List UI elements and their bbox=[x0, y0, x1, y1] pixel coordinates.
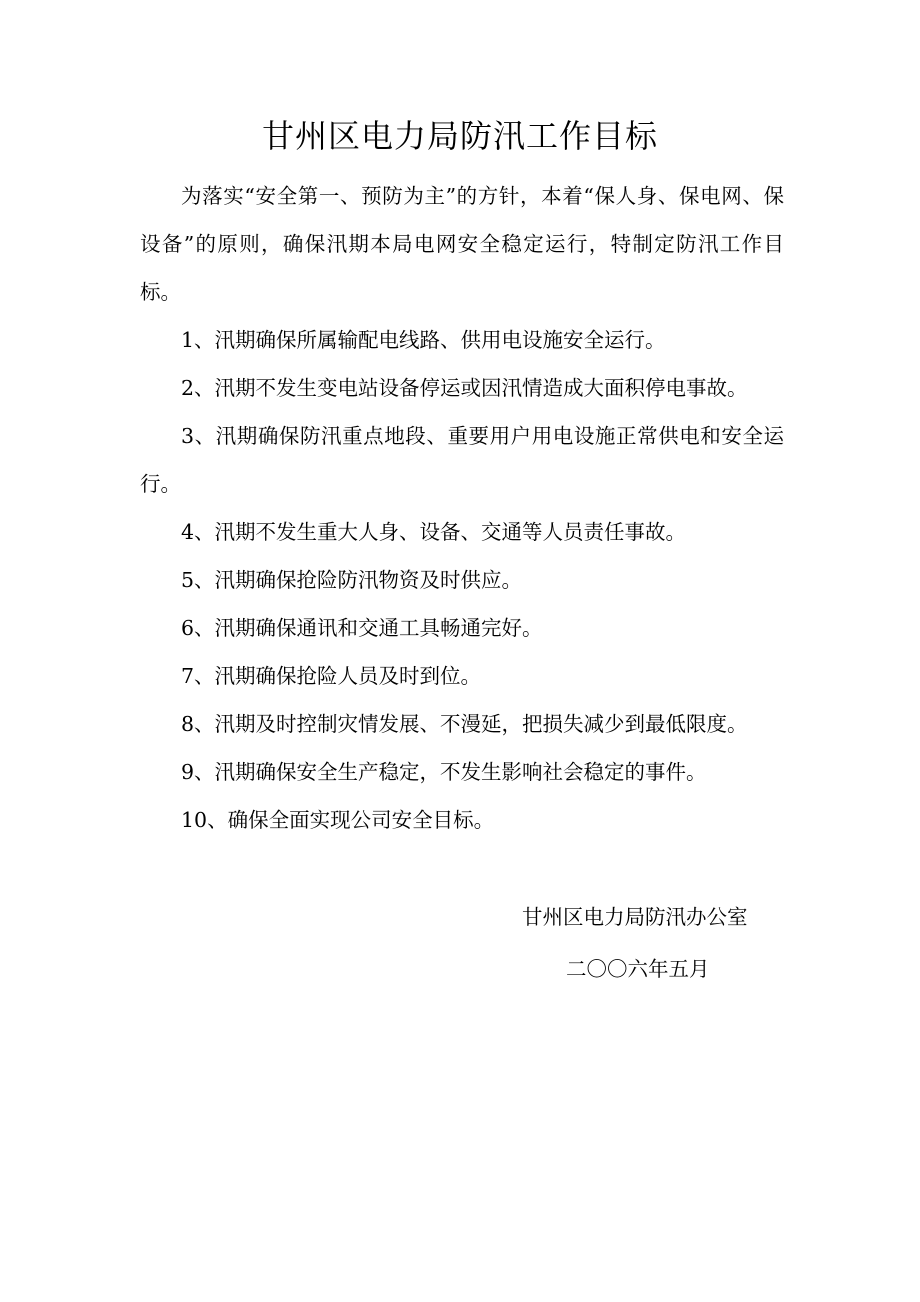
document-body bbox=[140, 172, 784, 844]
goal-item-3: 3、汛期确保防汛重点地段、重要用户用电设施正常供电和安全运行。 bbox=[140, 424, 784, 496]
goal-item-6: 6、汛期确保通讯和交通工具畅通完好。 bbox=[181, 616, 543, 640]
document-title: 甘州区电力局防汛工作目标 bbox=[261, 117, 658, 155]
goal-item-7: 7、汛期确保抢险人员及时到位。 bbox=[181, 664, 482, 688]
signature-organization: 甘州区电力局防汛办公室 bbox=[522, 905, 748, 929]
goal-item-10: 10、确保全面实现公司安全目标。 bbox=[181, 808, 495, 832]
goal-item-8: 8、汛期及时控制灾情发展、不漫延，把损失减少到最低限度。 bbox=[181, 712, 748, 736]
goal-item-2: 2、汛期不发生变电站设备停运或因汛情造成大面积停电事故。 bbox=[181, 376, 748, 400]
intro-paragraph: 为落实“安全第一、预防为主”的方针，本着“保人身、保电网、保设备”的原则，确保汛期本局电网安全稳定运行，特制定防汛工作目标。 bbox=[140, 184, 784, 304]
signature-date: 二〇〇六年五月 bbox=[566, 957, 710, 981]
goal-item-1: 1、汛期确保所属输配电线路、供用电设施安全运行。 bbox=[181, 328, 666, 352]
goal-item-5: 5、汛期确保抢险防汛物资及时供应。 bbox=[181, 568, 523, 592]
goal-item-9: 9、汛期确保安全生产稳定，不发生影响社会稳定的事件。 bbox=[181, 760, 707, 784]
goal-item-4: 4、汛期不发生重大人身、设备、交通等人员责任事故。 bbox=[181, 520, 687, 544]
